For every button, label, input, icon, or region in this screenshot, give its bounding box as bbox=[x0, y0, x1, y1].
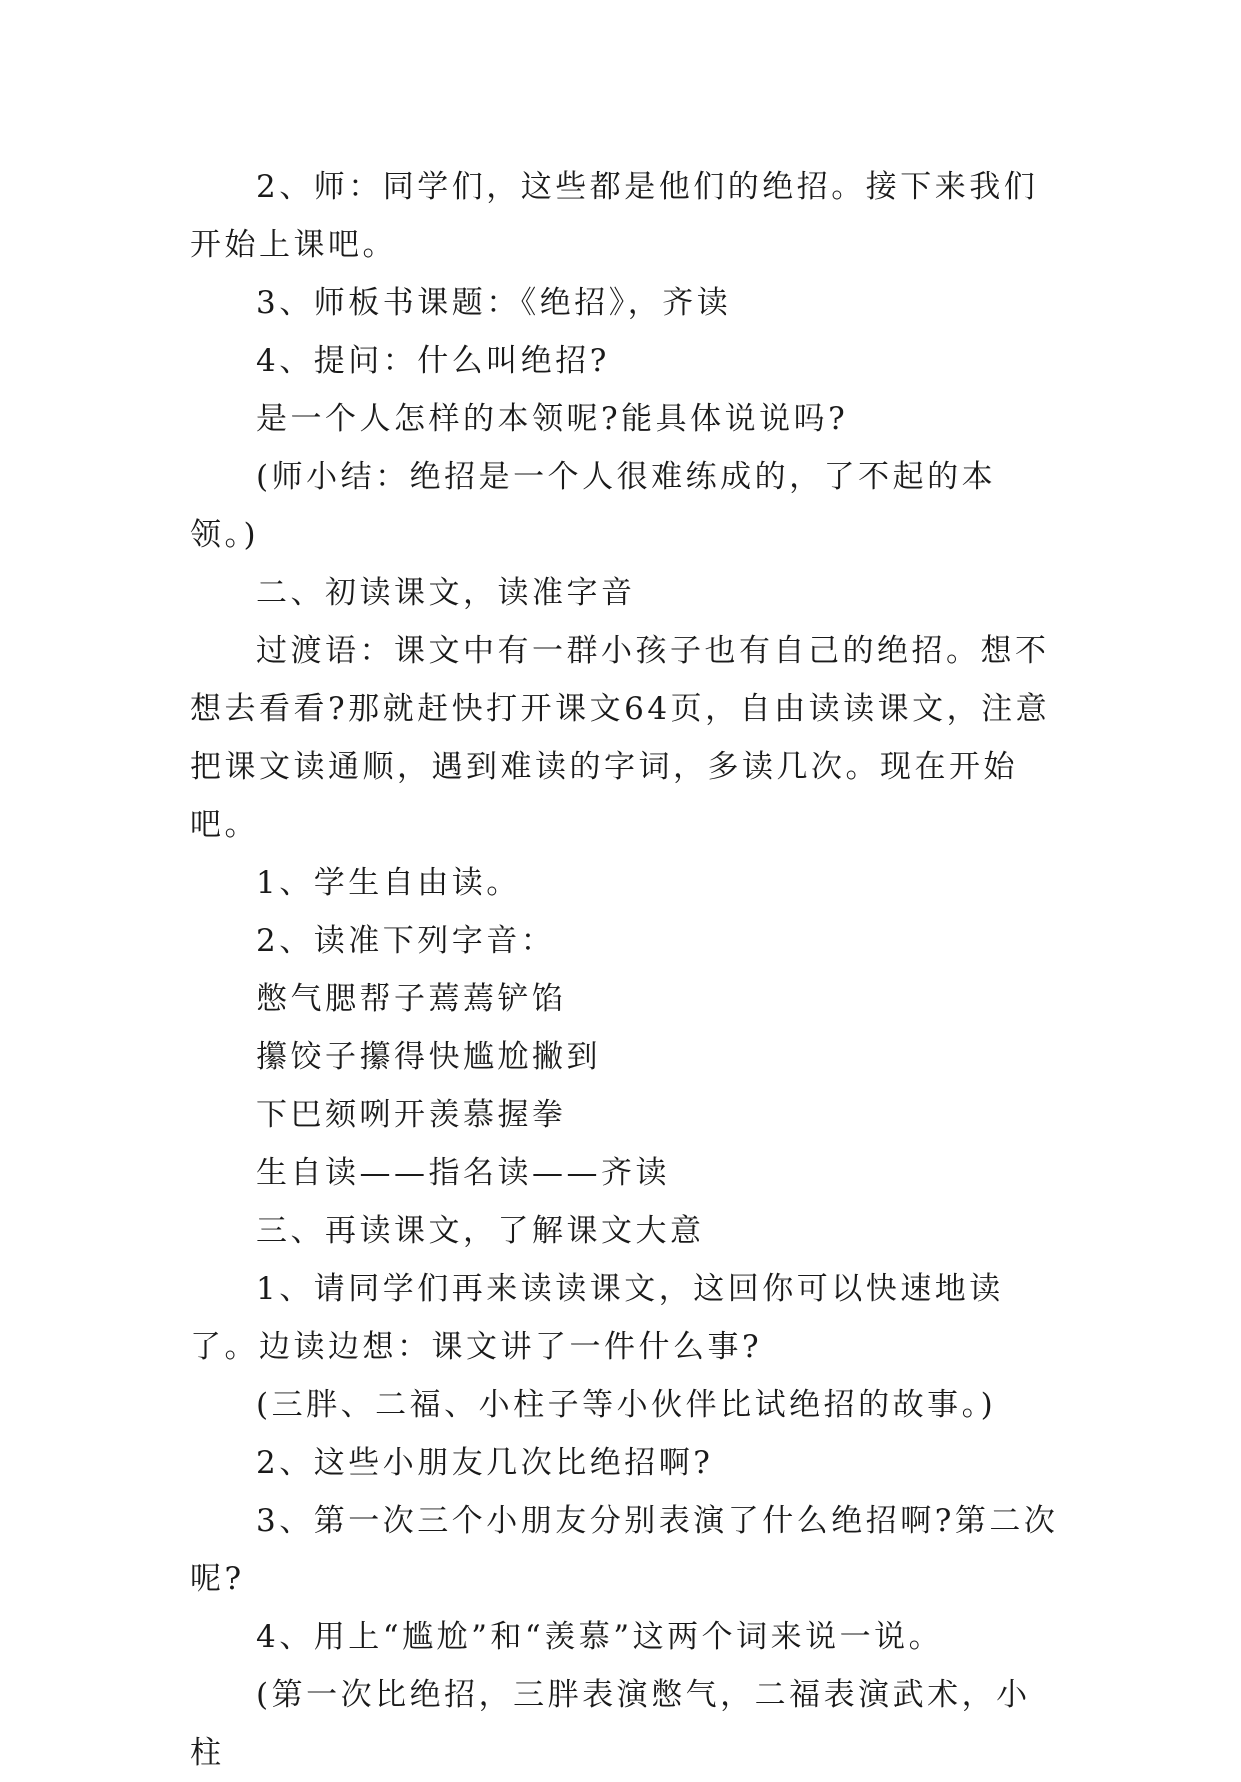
paragraph: 4、用上“尴尬”和“羡慕”这两个词来说一说。 bbox=[256, 1619, 944, 1655]
paragraph: (第一次比绝招，三胖表演憋气，二福表演武术，小柱 bbox=[190, 1677, 1031, 1771]
paragraph: 过渡语：课文中有一群小孩子也有自己的绝招。想不想去看看?那就赶快打开课文64页，自由读读课文，注意把课文读通顺，遇到难读的字词，多读几次。现在开始吧。 bbox=[190, 633, 1051, 843]
paragraph: 是一个人怎样的本领呢?能具体说说吗? bbox=[256, 401, 849, 437]
paragraph: 4、提问：什么叫绝招? bbox=[256, 343, 610, 379]
document-body bbox=[190, 158, 1065, 1782]
vocabulary-line: 攥饺子攥得快尴尬撇到 bbox=[256, 1039, 601, 1075]
paragraph: 1、请同学们再来读读课文，这回你可以快速地读了。边读边想：课文讲了一件什么事? bbox=[190, 1271, 1004, 1365]
vocabulary-line: 憋气腮帮子蔫蔫铲馅 bbox=[256, 981, 567, 1017]
paragraph: 3、师板书课题：《绝招》，齐读 bbox=[256, 285, 732, 321]
paragraph: 2、读准下列字音： bbox=[256, 923, 556, 959]
section-heading: 二、初读课文，读准字音 bbox=[256, 575, 636, 611]
section-heading: 三、再读课文，了解课文大意 bbox=[256, 1213, 705, 1249]
paragraph: 2、这些小朋友几次比绝招啊? bbox=[256, 1445, 714, 1481]
paragraph: (三胖、二福、小柱子等小伙伴比试绝招的故事。) bbox=[256, 1387, 997, 1423]
paragraph: (师小结：绝招是一个人很难练成的，了不起的本领。) bbox=[190, 459, 997, 553]
paragraph: 1、学生自由读。 bbox=[256, 865, 521, 901]
vocabulary-line: 下巴颏咧开羡慕握拳 bbox=[256, 1097, 567, 1133]
paragraph: 2、师：同学们，这些都是他们的绝招。接下来我们开始上课吧。 bbox=[190, 169, 1039, 263]
paragraph: 3、第一次三个小朋友分别表演了什么绝招啊?第二次呢? bbox=[190, 1503, 1059, 1597]
paragraph: 生自读——指名读——齐读 bbox=[256, 1155, 670, 1191]
